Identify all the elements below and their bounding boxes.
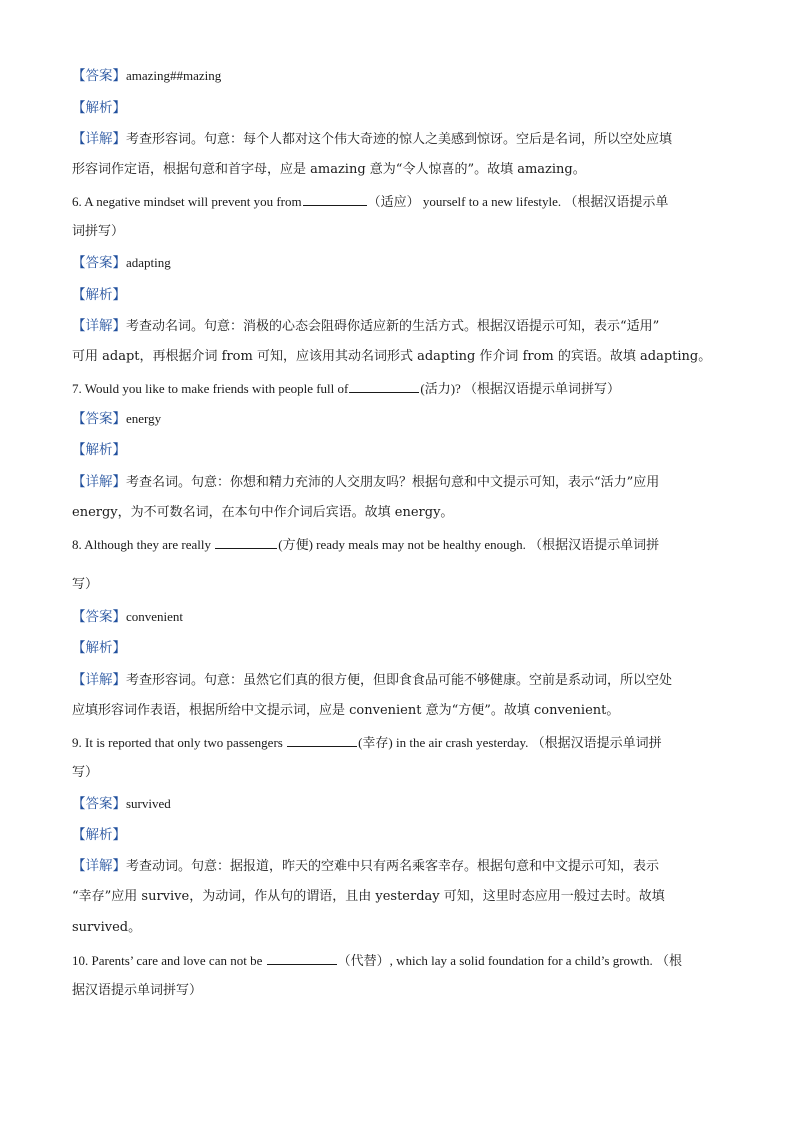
detail-text: energy，为不可数名词，在本句中作介词后宾语。故填 energy。 (72, 505, 454, 520)
question-line (72, 575, 722, 595)
question-line (72, 378, 722, 399)
question-text: (幸存) in the air crash yesterday. （根据汉语提示单词拼 (358, 735, 662, 750)
detail-line (72, 160, 722, 180)
answer-line (72, 607, 722, 628)
answer-line (72, 409, 722, 430)
answer-line (72, 253, 722, 274)
question-line (72, 732, 722, 753)
detail-label: 【详解】 (72, 131, 126, 147)
detail-text: 考查形容词。句意：每个人都对这个伟大奇迹的惊人之美感到惊讶。空后是名词，所以空处应填 (126, 132, 673, 147)
analysis-line (72, 285, 722, 306)
answer-text: convenient (126, 609, 184, 624)
question-text: （适应） yourself to a new lifestyle. （根据汉语提示单 (367, 194, 669, 209)
detail-text: survived。 (72, 920, 142, 935)
answer-label: 【答案】 (72, 68, 126, 84)
analysis-line (72, 825, 722, 846)
answer-blank (267, 950, 337, 965)
detail-line (72, 347, 722, 367)
answer-text: energy (126, 411, 162, 426)
question-text: （代替）, which lay a solid foundation for a child’s growth. （根 (337, 953, 683, 968)
question-text: 8. Although they are really (72, 537, 211, 552)
question-line (72, 191, 722, 212)
detail-text: 应填形容词作表语，根据所给中文提示词，应是 convenient 意为“方便”。故填 convenient。 (72, 703, 620, 718)
detail-line (72, 701, 722, 721)
question-text: 写） (72, 577, 99, 592)
question-line (72, 763, 722, 783)
question-text: 词拼写） (72, 224, 125, 239)
detail-text: 可用 adapt，再根据介词 from 可知，应该用其动名词形式 adapting 作介词 from 的宾语。故填 adapting。 (72, 349, 712, 364)
detail-text: 考查动词。句意：据报道，昨天的空难中只有两名乘客幸存。根据句意和中文提示可知，表示 (126, 859, 660, 874)
detail-text: 考查形容词。句意：虽然它们真的很方便，但即食食品可能不够健康。空前是系动词，所以空处 (126, 673, 673, 688)
answer-label: 【答案】 (72, 796, 126, 812)
detail-line (72, 129, 722, 150)
question-text: 6. A negative mindset will prevent you from (72, 194, 302, 209)
analysis-line (72, 440, 722, 461)
analysis-label: 【解析】 (72, 287, 126, 303)
question-text: 7. Would you like to make friends with people full of (72, 381, 349, 396)
analysis-label: 【解析】 (72, 442, 126, 458)
answer-line (72, 66, 722, 87)
analysis-label: 【解析】 (72, 100, 126, 116)
detail-label: 【详解】 (72, 474, 126, 490)
answer-label: 【答案】 (72, 411, 126, 427)
answer-text: survived (126, 796, 171, 811)
answer-blank (215, 534, 277, 549)
question-line (72, 981, 722, 1001)
detail-text: 考查名词。句意：你想和精力充沛的人交朋友吗？根据句意和中文提示可知，表示“活力”应用 (126, 475, 660, 490)
question-line (72, 534, 722, 555)
answer-label: 【答案】 (72, 255, 126, 271)
answer-text: adapting (126, 255, 171, 270)
detail-line (72, 503, 722, 523)
detail-label: 【详解】 (72, 858, 126, 874)
question-line (72, 950, 722, 971)
detail-line (72, 670, 722, 691)
question-line (72, 222, 722, 242)
detail-label: 【详解】 (72, 672, 126, 688)
answer-blank (349, 378, 419, 393)
question-text: 写） (72, 765, 99, 780)
question-text: 据汉语提示单词拼写） (72, 983, 203, 998)
detail-line (72, 316, 722, 337)
question-text: 10. Parents’ care and love can not be (72, 953, 263, 968)
answer-blank (287, 732, 357, 747)
answer-label: 【答案】 (72, 609, 126, 625)
detail-line (72, 472, 722, 493)
answer-text: amazing##mazing (126, 68, 222, 83)
question-text: (方便) ready meals may not be healthy enough. （根据汉语提示单词拼 (278, 537, 660, 552)
question-text: (活力)? （根据汉语提示单词拼写） (420, 381, 621, 396)
detail-text: 考查动名词。句意：消极的心态会阻碍你适应新的生活方式。根据汉语提示可知，表示“适用” (126, 319, 660, 334)
detail-label: 【详解】 (72, 318, 126, 334)
analysis-label: 【解析】 (72, 827, 126, 843)
analysis-line (72, 98, 722, 119)
detail-line (72, 918, 722, 938)
question-text: 9. It is reported that only two passengers (72, 735, 283, 750)
analysis-line (72, 638, 722, 659)
answer-blank (303, 191, 367, 206)
detail-line (72, 856, 722, 877)
answer-line (72, 794, 722, 815)
detail-text: 形容词作定语，根据句意和首字母，应是 amazing 意为“令人惊喜的”。故填 amazing。 (72, 162, 586, 177)
detail-text: “幸存”应用 survive，为动词，作从句的谓语，且由 yesterday 可知，这里时态应用一般过去时。故填 (72, 889, 665, 904)
analysis-label: 【解析】 (72, 640, 126, 656)
detail-line (72, 887, 722, 907)
